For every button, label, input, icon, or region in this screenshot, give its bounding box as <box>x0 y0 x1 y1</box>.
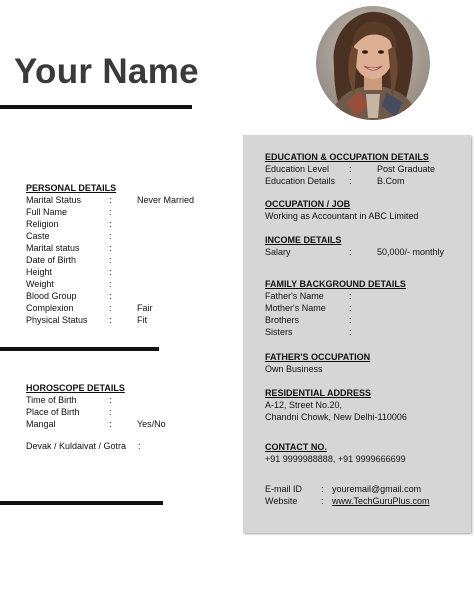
education-row-label: Education Level <box>265 164 330 174</box>
personal-detail-row <box>26 242 236 254</box>
family-row-sep: : <box>349 315 352 325</box>
personal-detail-row-value: Never Married <box>137 195 195 205</box>
horoscope-row <box>26 406 236 418</box>
personal-detail-row-sep: : <box>109 291 112 301</box>
father-occupation-text: Own Business <box>265 364 323 374</box>
family-row-label: Mother's Name <box>265 303 326 313</box>
profile-photo <box>316 6 430 120</box>
personal-detail-row-label: Marital status <box>26 243 80 253</box>
personal-detail-row-sep: : <box>109 231 112 241</box>
personal-detail-row <box>26 266 236 278</box>
occupation-section <box>265 198 465 222</box>
personal-details-section <box>26 182 236 326</box>
income-row <box>265 246 465 258</box>
personal-detail-row <box>26 218 236 230</box>
occupation-heading: OCCUPATION / JOB <box>265 199 351 209</box>
page-title: Your Name <box>14 52 199 91</box>
phone-numbers: +91 9999988888, +91 9999666699 <box>265 454 406 464</box>
personal-detail-row-label: Blood Group <box>26 291 77 301</box>
title-divider <box>0 105 192 109</box>
address-heading: RESIDENTIAL ADDRESS <box>265 388 372 398</box>
father-occupation-heading: FATHER'S OCCUPATION <box>265 352 371 362</box>
family-row <box>265 314 465 326</box>
address-section <box>265 387 465 423</box>
income-sep: : <box>349 247 352 257</box>
personal-detail-row-sep: : <box>109 195 112 205</box>
personal-detail-row-sep: : <box>109 219 112 229</box>
horoscope-row-sep: : <box>109 419 112 429</box>
family-row-label: Brothers <box>265 315 300 325</box>
family-row-sep: : <box>349 327 352 337</box>
horoscope-heading: HOROSCOPE DETAILS <box>26 383 125 393</box>
contact-heading: CONTACT NO. <box>265 442 327 452</box>
gotra-row <box>26 440 236 452</box>
personal-detail-row-label: Full Name <box>26 207 68 217</box>
website-sep: : <box>321 496 324 506</box>
address-line-2: Chandni Chowk, New Delhi-110006 <box>265 412 407 422</box>
personal-detail-row-label: Complexion <box>26 303 74 313</box>
family-heading: FAMILY BACKGROUND DETAILS <box>265 279 406 289</box>
personal-detail-row <box>26 290 236 302</box>
family-row-sep: : <box>349 303 352 313</box>
personal-detail-row-label: Physical Status <box>26 315 88 325</box>
personal-detail-row-sep: : <box>109 267 112 277</box>
family-row-label: Sisters <box>265 327 293 337</box>
personal-details-heading: PERSONAL DETAILS <box>26 183 117 193</box>
education-row-sep: : <box>349 176 352 186</box>
father-occupation-section <box>265 351 465 375</box>
website-label: Website <box>265 496 298 506</box>
education-row-sep: : <box>349 164 352 174</box>
personal-detail-row-value: Fit <box>137 315 147 325</box>
website-link[interactable]: www.TechGuruPlus.com <box>332 496 430 506</box>
personal-detail-row-label: Marital Status <box>26 195 82 205</box>
website-row <box>265 495 465 507</box>
email-row <box>265 483 465 495</box>
horoscope-row <box>26 418 236 430</box>
family-row-label: Father's Name <box>265 291 324 301</box>
bottom-divider <box>0 501 163 505</box>
education-section <box>265 151 465 187</box>
address-line-1: A-12, Street No.20, <box>265 400 343 410</box>
education-row-value: B.Com <box>377 176 405 186</box>
income-section <box>265 234 465 258</box>
email-label: E-mail ID <box>265 484 303 494</box>
personal-detail-row-sep: : <box>109 255 112 265</box>
personal-detail-row <box>26 254 236 266</box>
personal-detail-row-sep: : <box>109 303 112 313</box>
occupation-text: Working as Accountant in ABC Limited <box>265 211 419 221</box>
email-value[interactable]: youremail@gmail.com <box>332 484 422 494</box>
personal-detail-row-value: Fair <box>137 303 153 313</box>
education-heading: EDUCATION & OCCUPATION DETAILS <box>265 152 429 162</box>
section-divider <box>0 347 159 351</box>
horoscope-row-value: Yes/No <box>137 419 166 429</box>
gotra-sep: : <box>138 441 141 451</box>
education-row-label: Education Details <box>265 176 336 186</box>
personal-detail-row-sep: : <box>109 243 112 253</box>
family-section <box>265 278 465 338</box>
horoscope-section <box>26 382 236 452</box>
personal-detail-row <box>26 314 236 326</box>
gotra-label: Devak / Kuldaivat / Gotra <box>26 441 127 451</box>
income-heading: INCOME DETAILS <box>265 235 342 245</box>
horoscope-row-label: Place of Birth <box>26 407 80 417</box>
horoscope-row-label: Mangal <box>26 419 56 429</box>
family-row-sep: : <box>349 291 352 301</box>
income-value: 50,000/- monthly <box>377 247 445 257</box>
horoscope-row <box>26 394 236 406</box>
personal-detail-row-label: Caste <box>26 231 50 241</box>
family-row <box>265 290 465 302</box>
personal-detail-row-label: Height <box>26 267 53 277</box>
education-row <box>265 175 465 187</box>
personal-detail-row-sep: : <box>109 315 112 325</box>
personal-detail-row <box>26 230 236 242</box>
family-row <box>265 326 465 338</box>
income-label: Salary <box>265 247 291 257</box>
email-sep: : <box>321 484 324 494</box>
contact-section <box>265 441 465 507</box>
personal-detail-row-sep: : <box>109 279 112 289</box>
horoscope-row-label: Time of Birth <box>26 395 77 405</box>
education-row-value: Post Graduate <box>377 164 436 174</box>
personal-detail-row-sep: : <box>109 207 112 217</box>
horoscope-row-sep: : <box>109 395 112 405</box>
personal-detail-row <box>26 194 236 206</box>
personal-detail-row-label: Weight <box>26 279 54 289</box>
education-row <box>265 163 465 175</box>
personal-detail-row <box>26 206 236 218</box>
family-row <box>265 302 465 314</box>
horoscope-row-sep: : <box>109 407 112 417</box>
personal-detail-row-label: Religion <box>26 219 59 229</box>
personal-detail-row <box>26 302 236 314</box>
personal-detail-row-label: Date of Birth <box>26 255 77 265</box>
personal-detail-row <box>26 278 236 290</box>
